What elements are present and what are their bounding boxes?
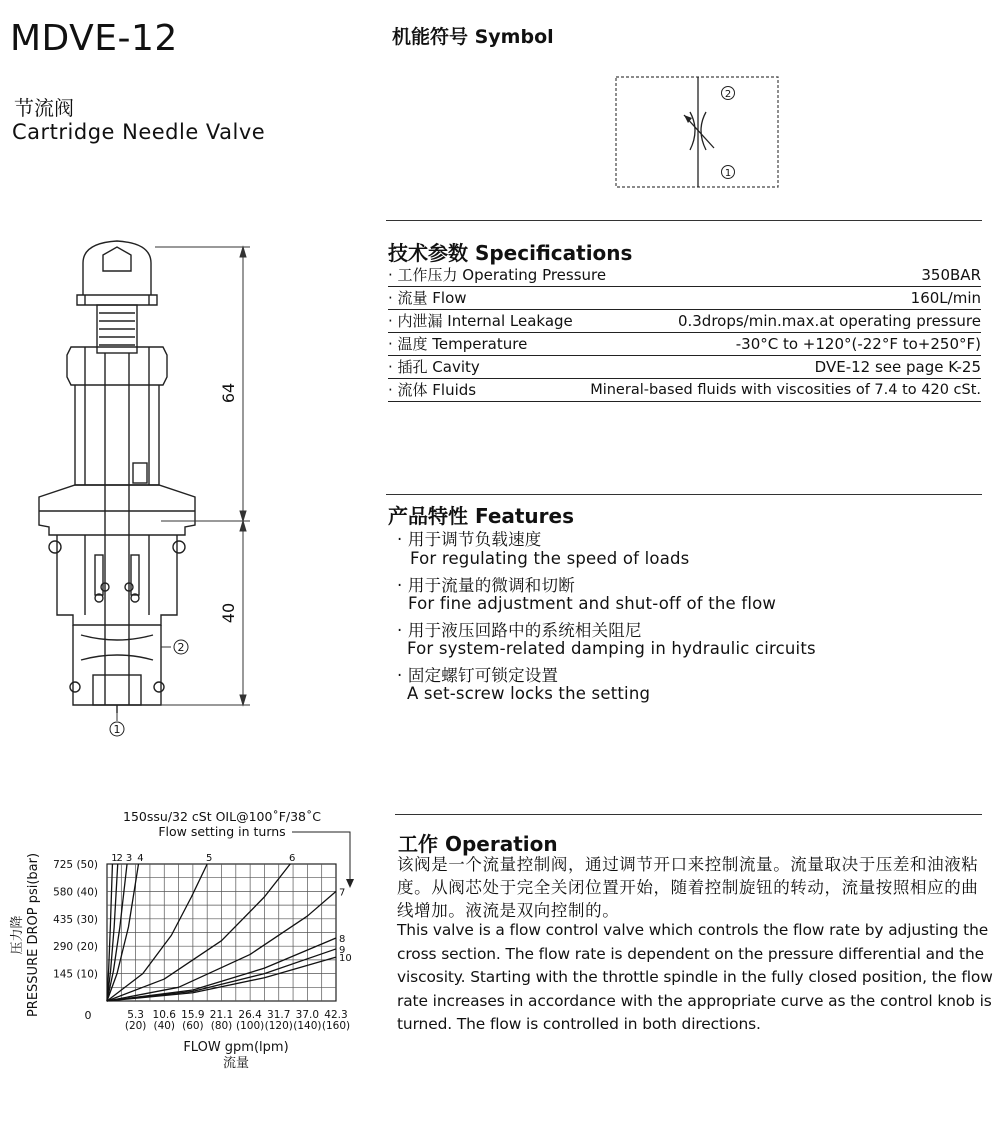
spec-row: [388, 310, 981, 333]
chart-curve-label: 5: [206, 853, 213, 864]
valve-drawing: [25, 235, 265, 745]
chart-x-tick-lpm: (60): [182, 1020, 204, 1032]
dimension-64: 64: [219, 382, 238, 404]
symbol-title: 机能符号 Symbol: [392, 26, 554, 48]
divider-specs: [386, 220, 982, 221]
divider-features: [386, 494, 982, 495]
operation-text-cn: 该阀是一个流量控制阀，通过调节开口来控制流量。流量取决于压差和油液粘度。从阀芯处于完全关闭位置开始，随着控制旋钮的转动，流量按照相应的曲线增加。液流是双向控制的。: [397, 855, 979, 920]
spec-row: [388, 287, 981, 310]
chart-curve-label: 3: [125, 853, 133, 864]
features-title: 产品特性 Features: [388, 504, 575, 528]
product-name-en: Cartridge Needle Valve: [12, 120, 266, 144]
chart-curve-label: 2: [116, 853, 123, 864]
product-name-cn: 节流阀: [14, 96, 74, 120]
chart-grid: [107, 864, 336, 1001]
chart-y-tick-label: 290 (20): [53, 941, 98, 954]
spec-value: 160L/min: [910, 289, 981, 307]
chart-y-ticks: [53, 859, 98, 981]
spec-value: 0.3drops/min.max.at operating pressure: [677, 312, 981, 330]
spec-row: [388, 356, 981, 379]
chart-ylabel-cn: 压力降: [10, 915, 25, 955]
chart-x-tick-gpm: 42.3: [324, 1009, 348, 1021]
feature-en: For regulating the speed of loads: [410, 549, 690, 568]
feature-cn: · 固定螺钉可锁定设置: [397, 666, 559, 685]
chart-x-tick-gpm: 21.1: [209, 1009, 234, 1021]
chart-origin-label: 0: [84, 1009, 92, 1022]
feature-en: For system-related damping in hydraulic circuits: [407, 639, 816, 658]
chart-x-tick-lpm: (120): [264, 1020, 293, 1032]
hydraulic-symbol: [610, 72, 786, 194]
feature-cn: · 用于液压回路中的系统相关阻尼: [397, 621, 642, 640]
chart-x-tick-gpm: 31.7: [267, 1009, 291, 1021]
chart-y-tick-label: 580 (40): [53, 886, 98, 899]
dimension-40: 40: [219, 602, 238, 624]
spec-value: Mineral-based fluids with viscosities of 7.4 to 420 cSt.: [590, 382, 981, 398]
spec-row: [388, 264, 981, 287]
spec-label: · 插孔 Cavity: [388, 358, 480, 376]
feature-cn: · 用于调节负载速度: [397, 530, 542, 549]
chart-x-tick-lpm: (20): [124, 1020, 147, 1032]
chart-curve-label: 4: [137, 853, 144, 864]
chart-xlabel: FLOW gpm(lpm): [183, 1040, 289, 1055]
spec-row: [388, 333, 981, 356]
spec-label: · 流体 Fluids: [388, 381, 477, 399]
feature-en: A set-screw locks the setting: [407, 684, 651, 703]
operation-text-en: This valve is a flow control valve which controls the flow rate by adjusting the cross section. The flow rate is dependent on the pressure differential and the viscosity. Starting with the throttle spindle in the fully closed position, the flow rate increases in accordance with the appropriate curve as the control knob is turned. The flow is controlled in both directions.: [397, 921, 993, 1033]
chart-curve-label: 9: [339, 944, 346, 956]
chart-title: 150ssu/32 cSt OIL@100˚F/38˚C: [123, 809, 321, 824]
chart-y-tick-label: 145 (10): [53, 968, 98, 981]
operation-title: 工作 Operation: [398, 832, 558, 856]
chart-ylabel: PRESSURE DROP psi(bar): [26, 852, 41, 1018]
feature-en: For fine adjustment and shut-off of the flow: [408, 594, 777, 613]
chart-y-tick-label: 725 (50): [53, 859, 98, 871]
chart-x-tick-gpm: 26.4: [238, 1009, 262, 1021]
chart-curve-label: 6: [289, 853, 296, 864]
chart-x-tick-gpm: 10.6: [152, 1009, 176, 1021]
chart-x-tick-lpm: (160): [321, 1020, 351, 1032]
chart-x-tick-lpm: (140): [293, 1020, 322, 1032]
specs-title: 技术参数 Specifications: [388, 241, 633, 265]
spec-value: 350BAR: [921, 266, 981, 284]
chart-xlabel-cn: 流量: [222, 1056, 250, 1071]
chart-x-ticks: [125, 1009, 350, 1032]
chart-y-tick-label: 435 (30): [53, 913, 98, 926]
product-model: MDVE-12: [10, 18, 178, 59]
chart-curve-label: 10: [339, 953, 352, 965]
chart-x-tick-lpm: (40): [153, 1020, 176, 1032]
chart-x-tick-lpm: (100): [236, 1020, 265, 1032]
spec-label: · 内泄漏 Internal Leakage: [388, 312, 573, 330]
spec-label: · 流量 Flow: [388, 289, 467, 307]
drawing-port-2-label: 2: [177, 641, 185, 654]
chart-curve-label: 7: [339, 887, 346, 899]
chart-curve-label: 8: [339, 933, 346, 945]
chart-curve-label: 1: [111, 853, 118, 864]
drawing-port-1-label: 1: [113, 723, 121, 736]
spec-row: [388, 379, 981, 402]
symbol-port-2-label: 2: [724, 89, 732, 100]
spec-label: · 工作压力 Operating Pressure: [388, 266, 607, 284]
spec-value: -30°C to +120°(-22°F to+250°F): [735, 335, 981, 353]
chart-x-tick-gpm: 37.0: [295, 1009, 320, 1021]
divider-operation: [395, 814, 982, 815]
flow-pressure-chart: [0, 800, 380, 1080]
chart-subtitle: Flow setting in turns: [158, 824, 286, 839]
chart-x-tick-gpm: 5.3: [127, 1009, 144, 1021]
spec-label: · 温度 Temperature: [388, 335, 528, 353]
spec-value: DVE-12 see page K-25: [814, 358, 981, 376]
chart-x-tick-lpm: (80): [210, 1020, 233, 1032]
symbol-port-1-label: 1: [724, 168, 732, 179]
chart-x-tick-gpm: 15.9: [181, 1009, 205, 1021]
feature-cn: · 用于流量的微调和切断: [397, 576, 575, 595]
